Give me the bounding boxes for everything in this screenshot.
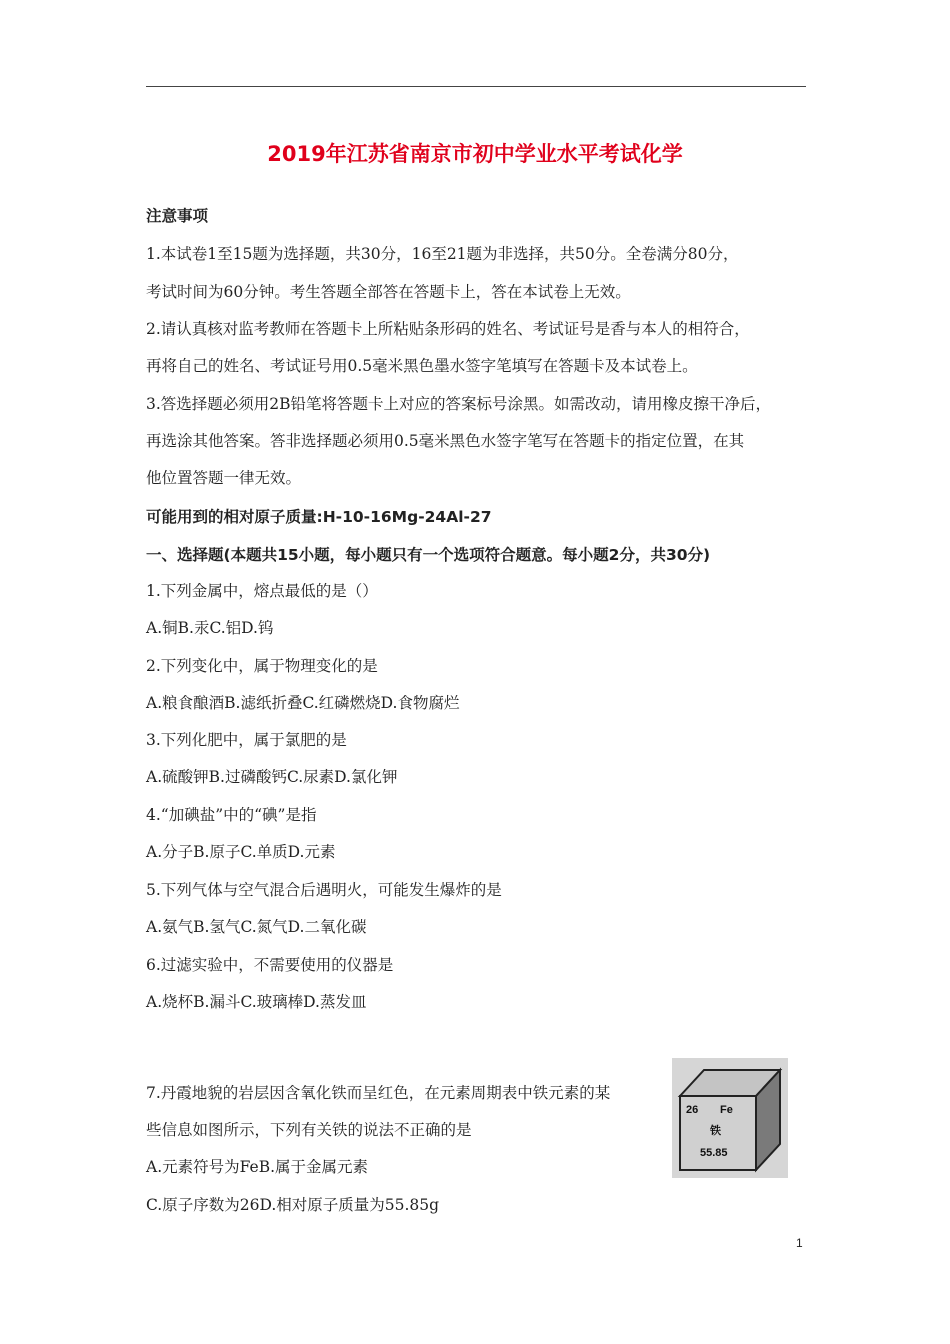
atomic-masses: 可能用到的相对原子质量:H-10-16Mg-24Al-27 xyxy=(146,508,492,526)
question-options: A.铜B.汞C.铝D.钨 xyxy=(146,619,274,637)
question-options: A.分子B.原子C.单质D.元素 xyxy=(146,843,336,861)
question-options: A.粮食酿酒B.滤纸折叠C.红磷燃烧D.食物腐烂 xyxy=(146,694,460,712)
question-options: A.氨气B.氢气C.氮气D.二氧化碳 xyxy=(146,918,367,936)
page-number: 1 xyxy=(796,1236,803,1250)
question-stem: 6.过滤实验中，不需要使用的仪器是 xyxy=(146,956,394,974)
notice-line: 再将自己的姓名、考试证号用0.5毫米黑色墨水签字笔填写在答题卡及本试卷上。 xyxy=(146,357,698,375)
question-options: A.元素符号为FeB.属于金属元素 xyxy=(146,1158,369,1176)
element-card-figure xyxy=(672,1058,788,1178)
question-options: A.烧杯B.漏斗C.玻璃棒D.蒸发皿 xyxy=(146,993,367,1011)
question-stem: 3.下列化肥中，属于氯肥的是 xyxy=(146,731,347,749)
notice-heading: 注意事项 xyxy=(146,207,209,225)
question-stem: 5.下列气体与空气混合后遇明火，可能发生爆炸的是 xyxy=(146,881,502,899)
question-stem: 7.丹霞地貌的岩层因含氧化铁而呈红色，在元素周期表中铁元素的某 xyxy=(146,1084,611,1102)
notice-line: 考试时间为60分钟。考生答题全部答在答题卡上，答在本试卷上无效。 xyxy=(146,283,631,301)
notice-line: 3.答选择题必须用2B铅笔将答题卡上对应的答案标号涂黑。如需改动，请用橡皮擦干净后， xyxy=(146,395,772,413)
element-mass: 55.85 xyxy=(700,1147,728,1159)
element-name: 铁 xyxy=(710,1124,721,1137)
notice-line: 他位置答题一律无效。 xyxy=(146,469,302,487)
question-stem: 些信息如图所示，下列有关铁的说法不正确的是 xyxy=(146,1121,472,1139)
element-number: 26 xyxy=(686,1104,699,1116)
question-options: A.硫酸钾B.过磷酸钙C.尿素D.氯化钾 xyxy=(146,768,398,786)
page-title: 2019年江苏省南京市初中学业水平考试化学 xyxy=(267,142,683,166)
question-stem: 1.下列金属中，熔点最低的是（） xyxy=(146,582,378,600)
notice-line: 2.请认真核对监考教师在答题卡上所粘贴条形码的姓名、考试证号是香与本人的相符合， xyxy=(146,320,750,338)
header-rule xyxy=(146,86,806,87)
question-stem: 2.下列变化中，属于物理变化的是 xyxy=(146,657,378,675)
element-symbol: Fe xyxy=(720,1104,733,1116)
question-options: C.原子序数为26D.相对原子质量为55.85g xyxy=(146,1196,440,1214)
element-cube-icon xyxy=(672,1058,788,1178)
notice-line: 再选涂其他答案。答非选择题必须用0.5毫米黑色水签字笔写在答题卡的指定位置，在其 xyxy=(146,432,745,450)
notice-line: 1.本试卷1至15题为选择题，共30分，16至21题为非选择，共50分。全卷满分80分， xyxy=(146,245,739,263)
question-stem: 4.“加碘盐”中的“碘”是指 xyxy=(146,806,317,824)
section-heading: 一、选择题(本题共15小题，每小题只有一个选项符合题意。每小题2分，共30分) xyxy=(146,546,711,564)
